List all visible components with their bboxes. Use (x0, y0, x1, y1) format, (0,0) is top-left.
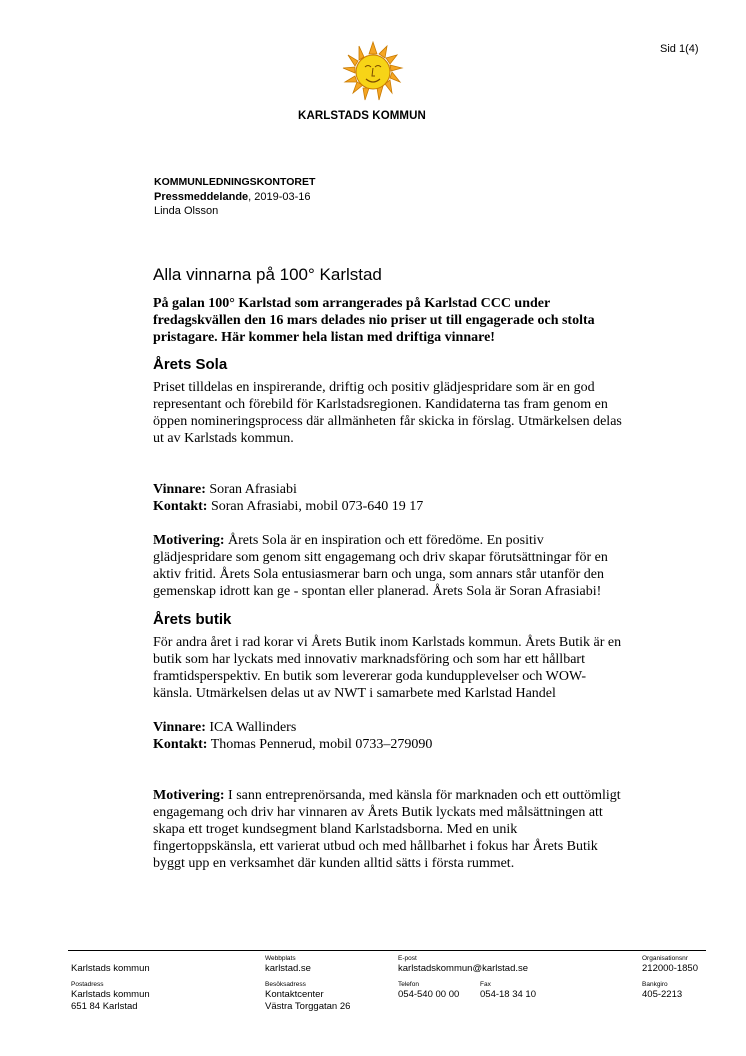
footer-fax-label: Fax (480, 981, 491, 988)
motivation-text: Årets Sola är en inspiration och ett föredöme. En positiv glädjespridare som genom sitt engagemang och driv skapar förutsättningar för en aktiv fritid. Årets Sola entusiasmerar barn och unga, som annars står utanför den gemenskap idrott kan ge - spontan eller planerad. Årets Sola är Soran Afrasiabi! (153, 533, 608, 599)
section-heading: Årets butik (153, 611, 232, 628)
winner-label: Vinnare: (153, 720, 206, 735)
footer-email-label: E-post (398, 955, 417, 962)
footer-visit-line2: Västra Torggatan 26 (265, 1001, 351, 1012)
winner-label: Vinnare: (153, 482, 206, 497)
contact-value: Thomas Pennerud, mobil 0733–279090 (207, 737, 433, 752)
section-heading: Årets Sola (153, 356, 228, 373)
article-title: Alla vinnarna på 100° Karlstad (153, 265, 382, 284)
logo-text: KARLSTADS KOMMUN (298, 110, 426, 122)
article (153, 265, 623, 872)
winner-line (153, 481, 623, 498)
footer-orgnr-value: 212000-1850 (642, 963, 698, 974)
footer-divider (68, 950, 706, 951)
section-description: För andra året i rad korar vi Årets Butik inom Karlstads kommun. Årets Butik är en butik som har lyckats med innovativ marknadsföring och som har ett hållbart framtidsperspektiv. En butik som levererar goda kundupplevelser och WOW-känsla. Utmärkelsen delas ut av NWT i samarbete med Karlstad Handel (153, 635, 622, 701)
winner-line (153, 719, 623, 736)
department: KOMMUNLEDNINGSKONTORET (154, 176, 316, 188)
section-description: Priset tilldelas en inspirerande, driftig och positiv glädjespridare som är en god representant och förebild för Karlstadsregionen. Kandidaterna tas fram genom en öppen nomineringsprocess där allmänheten får skicka in förslag. Utmärkelsen delas ut av Karlstads kommun. (153, 380, 622, 446)
footer-web-label: Webbplats (265, 955, 296, 962)
contact-line (153, 736, 623, 753)
contact-line (153, 498, 623, 515)
motivation-label: Motivering: (153, 788, 225, 803)
sender-block (154, 175, 315, 219)
winner-value: ICA Wallinders (205, 720, 297, 735)
motivation-text: I sann entreprenörsanda, med känsla för marknaden och ett outtömligt engagemang och driv har vinnaren av Årets Butik lyckats med målsättningen att skapa ett troget kundsegment bland Karlstadsborna. Med en unik fingertoppskänsla, ett varierat utbud och med hållbarhet i fokus har Årets Butik byggt upp en verksamhet där kunden alltid sätts i första rummet. (153, 788, 621, 871)
footer-orgnr-label: Organisationsnr (642, 955, 688, 962)
doc-type-line (154, 190, 315, 205)
doc-type: Pressmeddelande (154, 190, 249, 203)
footer-phone-label: Telefon (398, 981, 419, 988)
footer-phone-value: 054-540 00 00 (398, 989, 460, 1000)
footer-bankgiro-value: 405-2213 (642, 989, 683, 1000)
footer-postal-line1: Karlstads kommun (71, 989, 150, 1000)
author: Linda Olsson (154, 205, 219, 217)
footer-bankgiro-label: Bankgiro (642, 981, 668, 988)
section-arets-butik (153, 611, 623, 872)
footer-postal-line2: 651 84 Karlstad (71, 1001, 138, 1012)
section-arets-sola (153, 356, 623, 600)
page-number: Sid 1(4) (660, 43, 699, 55)
contact-value: Soran Afrasiabi, mobil 073-640 19 17 (207, 499, 424, 514)
contact-label: Kontakt: (153, 499, 208, 514)
footer-email-link[interactable]: karlstadskommun@karlstad.se (398, 963, 529, 974)
motivation-label: Motivering: (153, 533, 225, 548)
footer-fax-value: 054-18 34 10 (480, 989, 536, 1000)
motivation (153, 532, 623, 600)
motivation (153, 787, 623, 872)
sun-logo-icon (335, 40, 411, 104)
doc-date: , 2019-03-16 (248, 190, 311, 203)
footer-postal-label: Postadress (71, 981, 104, 988)
footer-visit-label: Besöksadress (265, 981, 306, 988)
footer-org-name: Karlstads kommun (71, 963, 150, 974)
footer-visit-line1: Kontaktcenter (265, 989, 324, 1000)
footer-web-link[interactable]: karlstad.se (265, 963, 311, 974)
contact-label: Kontakt: (153, 737, 208, 752)
winner-value: Soran Afrasiabi (205, 482, 297, 497)
article-lead: På galan 100° Karlstad som arrangerades på Karlstad CCC under fredagskvällen den 16 mars delades nio priser ut till engagerade och stolta pristagare. Här kommer hela listan med driftiga vinnare! (153, 296, 595, 345)
